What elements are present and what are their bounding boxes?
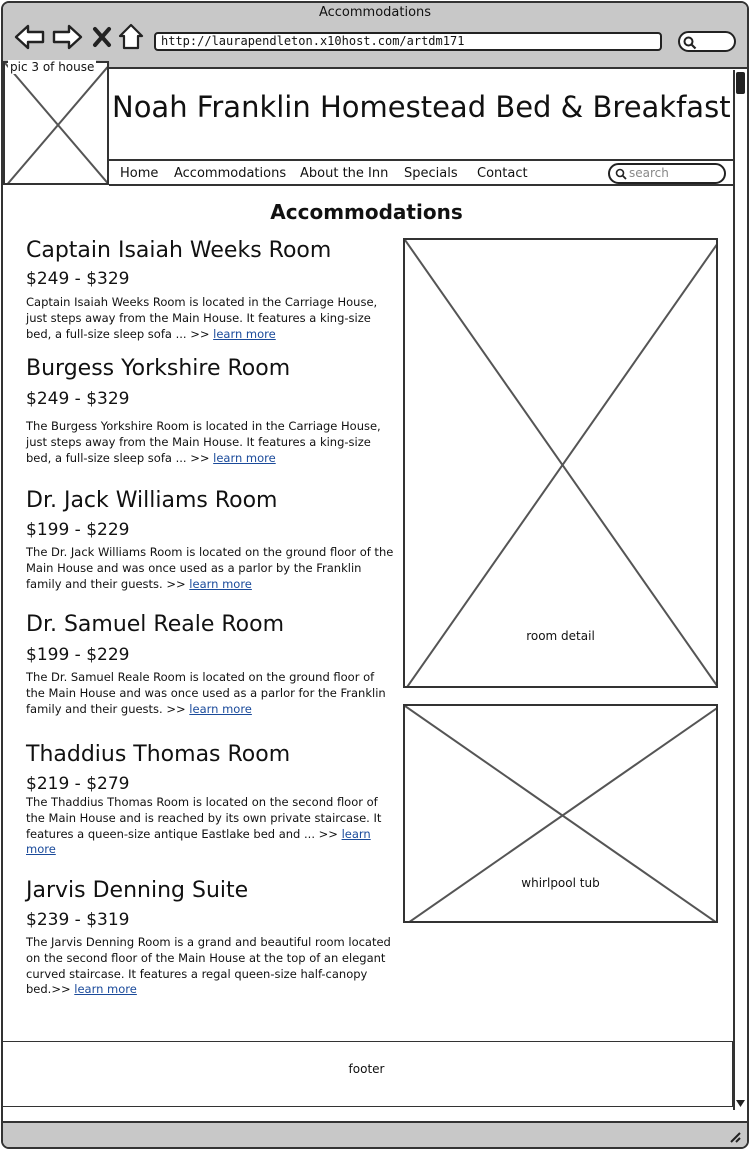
nav-contact[interactable]: Contact: [477, 166, 528, 181]
header-divider: [109, 159, 734, 161]
room-price: $199 - $229: [26, 520, 130, 540]
room-description: The Dr. Samuel Reale Room is located on the ground floor of the Main House and was once used as a parlor for the Franklin family and their guests. >> learn more: [26, 670, 386, 716]
room-description: The Jarvis Denning Room is a grand and beautiful room located on the second floor of the Main House at the top of an elegant curved staircase. It features a regal queen-size half-canopy bed.>> learn more: [26, 935, 391, 997]
page-title: Accommodations: [270, 200, 463, 224]
room-name: Jarvis Denning Suite: [26, 878, 249, 903]
room-detail-image-placeholder: [403, 238, 718, 688]
vertical-scrollbar[interactable]: [733, 70, 747, 1110]
nav-accommodations[interactable]: Accommodations: [174, 166, 287, 181]
window-title: Accommodations: [318, 5, 432, 20]
learn-more-link[interactable]: learn more: [213, 326, 276, 341]
room-description: The Dr. Jack Williams Room is located on the ground floor of the Main House and was once used as a parlor by the Franklin family and their guests. >> learn more: [26, 545, 394, 591]
room-price: $249 - $329: [26, 389, 130, 409]
status-bar: [3, 1121, 747, 1147]
footer-label: footer: [348, 1062, 385, 1076]
search-icon: [683, 36, 697, 50]
room-description: The Burgess Yorkshire Room is located in the Carriage House, just steps away from the Main House. It features a king-size bed, a full-size sleep sofa ... >> learn more: [26, 419, 381, 465]
room-name: Dr. Samuel Reale Room: [26, 612, 285, 637]
house-image-label: pic 3 of house: [10, 60, 95, 74]
house-image-placeholder: [3, 61, 109, 185]
nav-home[interactable]: Home: [120, 166, 159, 181]
address-bar[interactable]: http://laurapendleton.x10host.com/artdm171: [154, 32, 662, 51]
room-price: $219 - $279: [26, 774, 130, 794]
browser-search-field[interactable]: [678, 31, 736, 52]
room-name: Dr. Jack Williams Room: [26, 488, 278, 513]
learn-more-link[interactable]: learn more: [213, 450, 276, 465]
scrollbar-thumb[interactable]: [736, 72, 745, 94]
learn-more-link[interactable]: learn more: [26, 826, 371, 857]
room-price: $249 - $329: [26, 269, 130, 289]
back-icon[interactable]: [14, 22, 46, 52]
learn-more-link[interactable]: learn more: [189, 701, 252, 716]
room-detail-caption: room detail: [526, 629, 595, 643]
search-icon: [615, 168, 627, 180]
room-price: $199 - $229: [26, 645, 130, 665]
room-description: The Thaddius Thomas Room is located on the second floor of the Main House and is reached by its own private staircase. It features a queen-size antique Eastlake bed and ... >> learn more: [26, 795, 382, 857]
whirlpool-tub-image-placeholder: [403, 704, 718, 923]
room-description: Captain Isaiah Weeks Room is located in the Carriage House, just steps away from the Main House. It features a king-size bed, a full-size sleep sofa ... >> learn more: [26, 295, 378, 341]
stop-icon[interactable]: [91, 22, 113, 52]
learn-more-link[interactable]: learn more: [189, 576, 252, 591]
forward-icon[interactable]: [51, 22, 83, 52]
nav-specials[interactable]: Specials: [404, 166, 458, 181]
room-name: Burgess Yorkshire Room: [26, 356, 291, 381]
room-price: $239 - $319: [26, 910, 130, 930]
search-placeholder: search: [629, 166, 669, 180]
scroll-down-arrow-icon[interactable]: [735, 1098, 746, 1108]
whirlpool-tub-caption: whirlpool tub: [521, 876, 600, 890]
nav-divider: [109, 184, 734, 186]
site-title: Noah Franklin Homestead Bed & Breakfast: [112, 90, 731, 124]
room-name: Captain Isaiah Weeks Room: [26, 238, 332, 263]
resize-grip-icon[interactable]: [727, 1129, 741, 1143]
learn-more-link[interactable]: learn more: [74, 982, 137, 997]
site-search-input[interactable]: [608, 163, 726, 184]
room-name: Thaddius Thomas Room: [26, 742, 291, 767]
nav-about-the-inn[interactable]: About the Inn: [300, 166, 389, 181]
home-icon[interactable]: [118, 22, 144, 52]
